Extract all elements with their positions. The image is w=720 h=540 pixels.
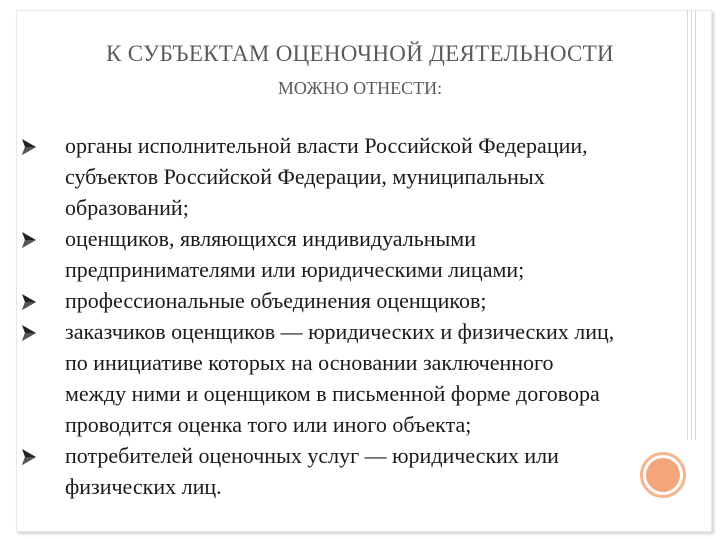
- arrowhead-bullet-icon: [22, 139, 36, 155]
- bullet-line: профессиональные объединения оценщиков;: [65, 288, 487, 313]
- arrowhead-bullet-icon: [22, 449, 36, 465]
- bullet-line: по инициативе которых на основании заключенного: [65, 350, 554, 375]
- title-line-2: МОЖНО ОТНЕСТИ:: [277, 78, 443, 98]
- bullet-line: образований;: [65, 195, 189, 220]
- orange-circle-decoration: [640, 452, 686, 498]
- slide-title: [0, 36, 720, 104]
- arrowhead-bullet-icon: [22, 325, 36, 341]
- arrowhead-bullet-icon: [22, 294, 36, 310]
- bullet-item: [22, 440, 682, 502]
- bullet-line: физических лиц.: [65, 474, 222, 499]
- bullet-item: [22, 130, 682, 223]
- bullet-item: [22, 285, 682, 316]
- bullet-line: предпринимателями или юридическими лицами;: [65, 257, 525, 282]
- bullet-line: заказчиков оценщиков — юридических и физических лиц,: [65, 319, 615, 344]
- bullet-line: органы исполнительной власти Российской Федерации,: [65, 133, 588, 158]
- bullet-line: между ними и оценщиком в письменной форме договора: [65, 381, 600, 406]
- bullet-item: [22, 223, 682, 285]
- title-line-1: К СУБЪЕКТАМ ОЦЕНОЧНОЙ ДЕЯТЕЛЬНОСТИ: [106, 41, 614, 66]
- bullet-line: потребителей оценочных услуг — юридических или: [65, 443, 559, 468]
- bullet-line: субъектов Российской Федерации, муниципальных: [65, 164, 545, 189]
- orange-circle-fill: [646, 458, 680, 492]
- bullet-item: [22, 316, 682, 440]
- bullet-list: [22, 130, 682, 502]
- bullet-line: оценщиков, являющихся индивидуальными: [65, 226, 476, 251]
- bullet-line: проводится оценка того или иного объекта;: [65, 412, 472, 437]
- arrowhead-bullet-icon: [22, 232, 36, 248]
